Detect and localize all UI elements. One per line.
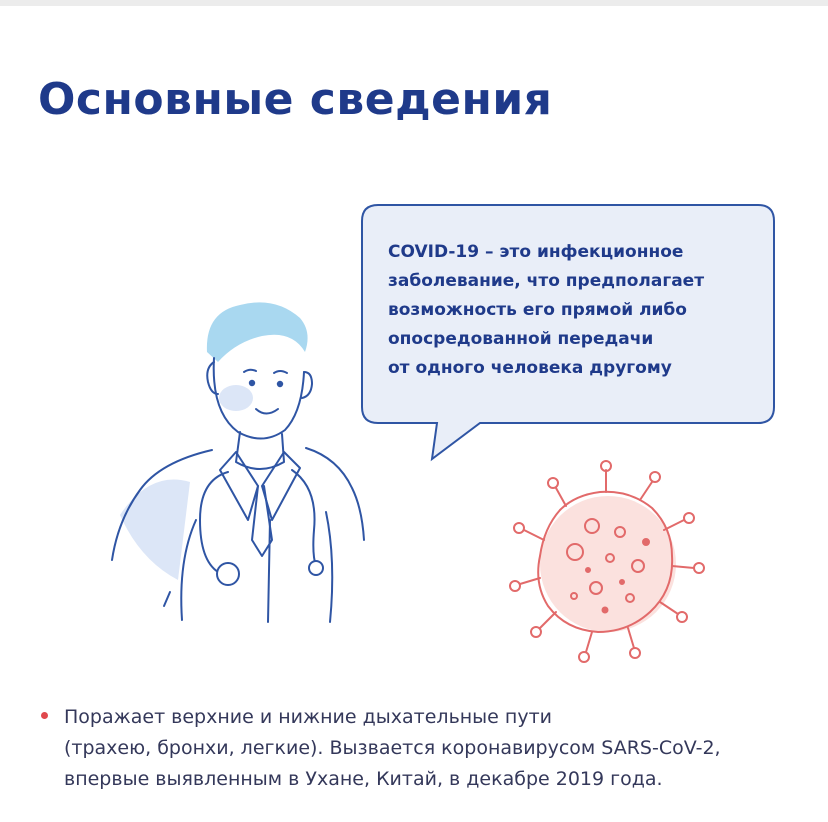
fact-paragraph [64, 702, 804, 795]
fact-line: Поражает верхние и нижние дыхательные пути [64, 706, 552, 728]
bubble-line: от одного человека другому [388, 358, 672, 378]
bubble-line: опосредованной передачи [388, 329, 654, 349]
bullet-icon [41, 712, 48, 719]
coronavirus-illustration [510, 461, 704, 662]
bubble-line: заболевание, что предполагает [388, 271, 705, 291]
bubble-line: COVID-19 – это инфекционное [388, 242, 684, 262]
bubble-line: возможность его прямой либо [388, 300, 687, 320]
fact-line: впервые выявленным в Ухане, Китай, в декабре 2019 года. [64, 768, 663, 790]
bubble-text [388, 238, 758, 383]
page-title: Основные сведения [38, 74, 553, 125]
doctor-illustration [112, 302, 364, 622]
fact-line: (трахею, бронхи, легкие). Вызвается коронавирусом SARS-CoV-2, [64, 737, 721, 759]
